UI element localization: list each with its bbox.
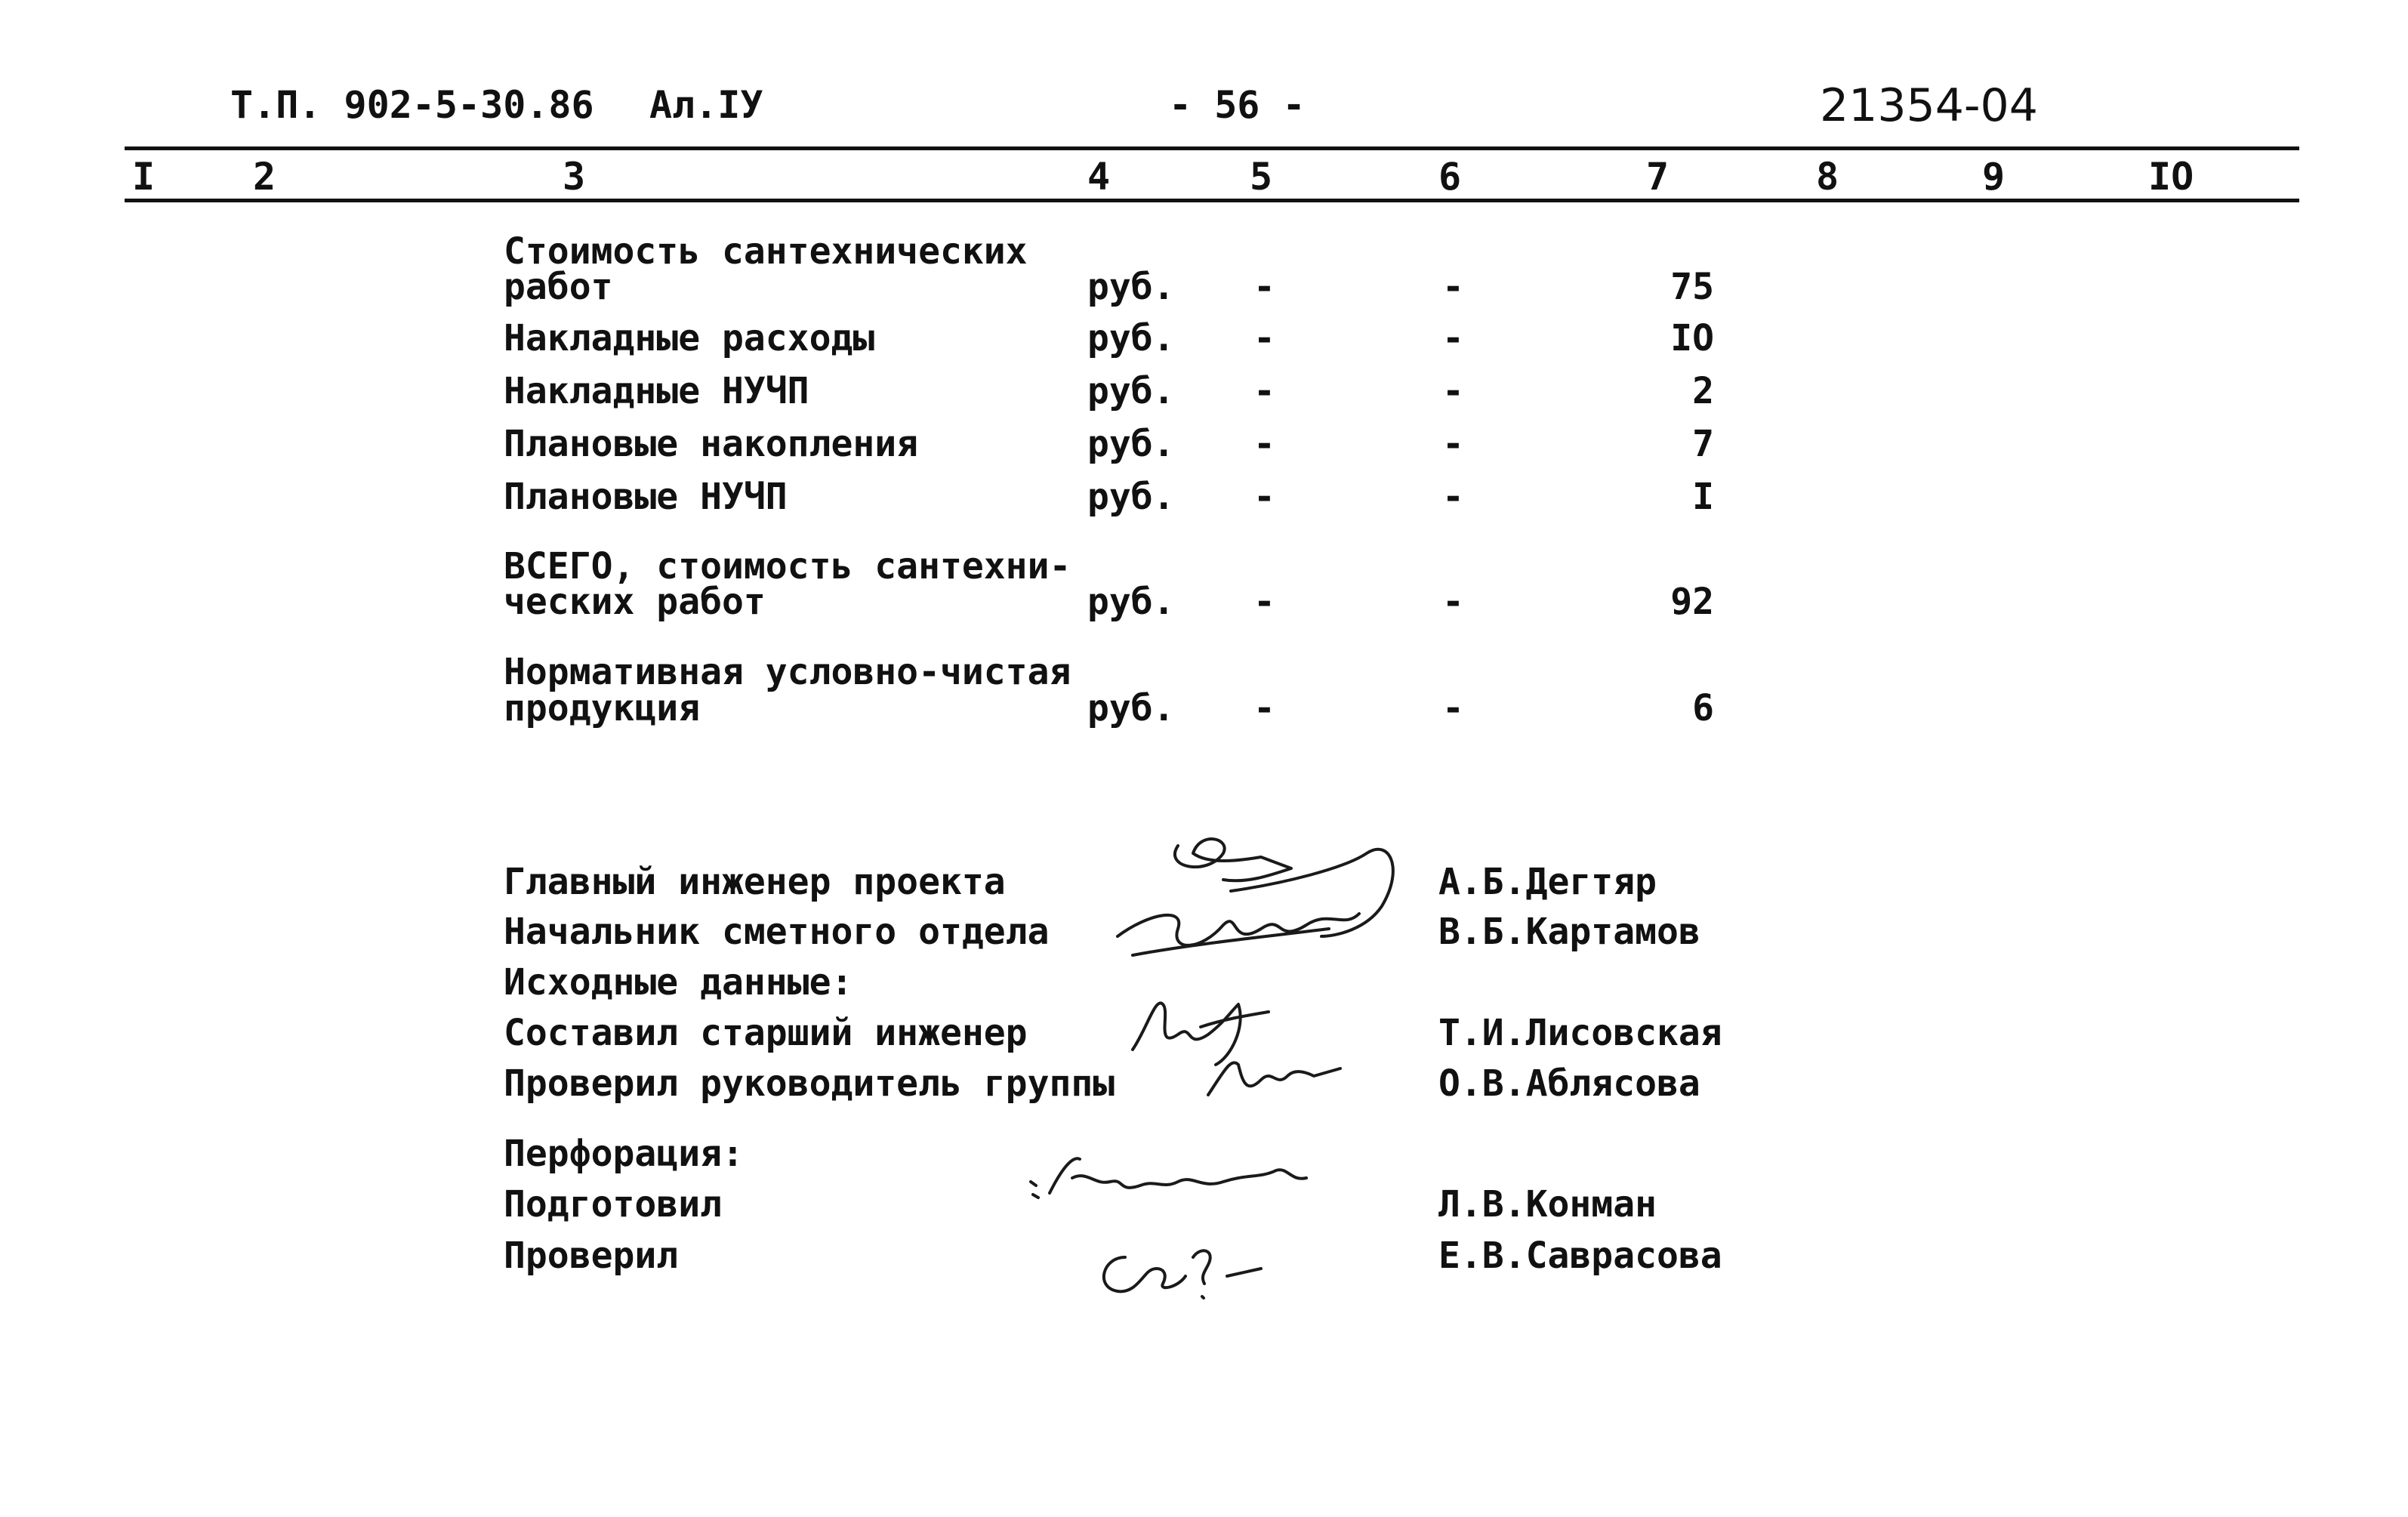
row-1-name-line-1: Стоимость сантехнических (504, 230, 1028, 273)
sign-role-checked-by: Проверил (504, 1235, 679, 1277)
row-5-name: Плановые НУЧП (504, 476, 788, 518)
column-number-10: IO (2148, 155, 2194, 199)
row-7-name-line-1: Нормативная условно-чистая (504, 651, 1071, 693)
sign-role-head-estimates: Начальник сметного отдела (504, 911, 1050, 953)
column-number-7: 7 (1646, 155, 1670, 199)
column-number-9: 9 (1982, 155, 2006, 199)
sign-role-checked-by-lead: Проверил руководитель группы (504, 1062, 1115, 1105)
row-6-col5: - (1253, 581, 1275, 623)
sign-role-chief-engineer: Главный инженер проекта (504, 861, 1006, 903)
sign-name-degtyar: А.Б.Дегтяр (1438, 861, 1657, 903)
row-7-col6: - (1442, 687, 1464, 729)
sign-role-prepared-by: Подготовил (504, 1183, 722, 1226)
row-5-value: I (1692, 476, 1714, 518)
row-3-col5: - (1253, 370, 1275, 412)
row-1-value: 75 (1670, 266, 1714, 308)
row-2-col6: - (1442, 317, 1464, 359)
row-1-col6: - (1442, 266, 1464, 308)
row-2-unit: руб. (1087, 317, 1175, 359)
row-5-unit: руб. (1087, 476, 1175, 518)
row-7-col5: - (1253, 687, 1275, 729)
header-rule-bottom (125, 199, 2299, 202)
row-1-unit: руб. (1087, 266, 1175, 308)
column-number-6: 6 (1438, 155, 1462, 199)
column-number-5: 5 (1250, 155, 1273, 199)
column-number-1: I (132, 155, 156, 199)
row-3-unit: руб. (1087, 370, 1175, 412)
header-rule-top (125, 146, 2299, 150)
row-6-col6: - (1442, 581, 1464, 623)
row-3-col6: - (1442, 370, 1464, 412)
sign-name-savrasova: Е.В.Саврасова (1438, 1235, 1722, 1277)
sign-name-konman: Л.В.Конман (1438, 1183, 1657, 1226)
handwritten-signature-checked-by (1087, 1227, 1284, 1310)
column-number-3: 3 (563, 155, 586, 199)
column-number-2: 2 (253, 155, 276, 199)
row-4-col5: - (1253, 423, 1275, 465)
handwritten-signature-prepared-by (1027, 1148, 1359, 1216)
column-number-4: 4 (1087, 155, 1111, 199)
handwritten-signature-head-estimates (1102, 883, 1420, 982)
sign-name-ablyasova: О.В.Аблясова (1438, 1062, 1700, 1105)
sign-name-kartamov: В.Б.Картамов (1438, 911, 1700, 953)
row-4-value: 7 (1692, 423, 1714, 465)
row-3-name: Накладные НУЧП (504, 370, 809, 412)
album-label: Ал.IУ (649, 83, 763, 127)
row-6-name-line-2: ческих работ (504, 581, 766, 623)
sign-role-compiled-by: Составил старший инженер (504, 1012, 1028, 1054)
sign-name-lisovskaya: Т.И.Лисовская (1438, 1012, 1722, 1054)
row-6-unit: руб. (1087, 581, 1175, 623)
row-7-name-line-2: продукция (504, 687, 701, 729)
row-6-name-line-1: ВСЕГО, стоимость сантехни- (504, 545, 1071, 587)
row-2-value: IO (1670, 317, 1714, 359)
row-1-name-line-2: работ (504, 266, 613, 308)
series-code: Т.П. 902-5-30.86 (230, 83, 594, 127)
row-7-value: 6 (1692, 687, 1714, 729)
column-number-8: 8 (1816, 155, 1839, 199)
row-2-col5: - (1253, 317, 1275, 359)
row-7-unit: руб. (1087, 687, 1175, 729)
page-number: - 56 - (1169, 83, 1306, 127)
document-code: 21354-04 (1820, 79, 2038, 132)
row-1-col5: - (1253, 266, 1275, 308)
row-4-unit: руб. (1087, 423, 1175, 465)
sign-role-initial-data: Исходные данные: (504, 961, 853, 1004)
row-4-col6: - (1442, 423, 1464, 465)
row-5-col5: - (1253, 476, 1275, 518)
row-3-value: 2 (1692, 370, 1714, 412)
sign-role-perforation: Перфорация: (504, 1133, 744, 1175)
row-2-name: Накладные расходы (504, 317, 875, 359)
handwritten-signature-checked-by-lead (1201, 1042, 1352, 1110)
row-5-col6: - (1442, 476, 1464, 518)
row-6-value: 92 (1670, 581, 1714, 623)
row-4-name: Плановые накопления (504, 423, 919, 465)
